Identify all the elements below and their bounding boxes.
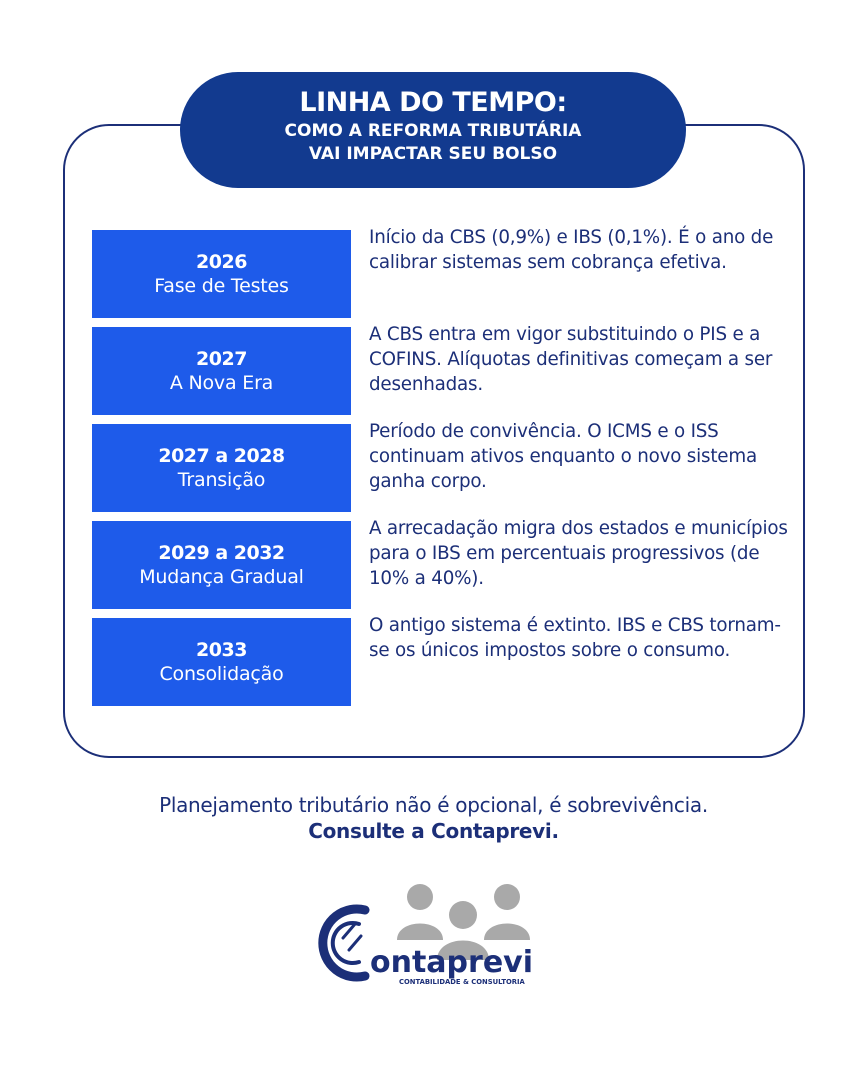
logo-wordmark: ontaprevi — [370, 945, 534, 980]
timeline-row — [92, 421, 792, 512]
timeline-period-box — [92, 327, 351, 415]
footer-tagline: Planejamento tributário não é opcional, é sobrevivência. — [159, 793, 708, 817]
timeline-phase: Consolidação — [159, 663, 284, 685]
timeline-row — [92, 518, 792, 609]
timeline-description: Início da CBS (0,9%) e IBS (0,1%). É o ano de calibrar sistemas sem cobrança efetiva. — [369, 227, 774, 273]
timeline-period-box — [92, 424, 351, 512]
timeline-row — [92, 615, 792, 706]
timeline-year: 2027 — [196, 348, 247, 370]
timeline-period-box — [92, 230, 351, 318]
timeline-row — [92, 227, 792, 318]
timeline-row — [92, 324, 792, 415]
timeline-description: Período de convivência. O ICMS e o ISS continuam ativos enquanto o novo sistema ganha corpo. — [369, 421, 757, 492]
logo-tagline: CONTABILIDADE & CONSULTORIA — [399, 978, 525, 986]
page-title: LINHA DO TEMPO: — [299, 87, 567, 118]
timeline-period-box — [92, 618, 351, 706]
timeline-phase: Mudança Gradual — [139, 566, 304, 588]
page-subtitle-line1: COMO A REFORMA TRIBUTÁRIA — [284, 121, 582, 141]
timeline-phase: Fase de Testes — [154, 275, 289, 297]
timeline-year: 2027 a 2028 — [158, 445, 285, 467]
timeline-period-box — [92, 521, 351, 609]
timeline-phase: Transição — [177, 469, 266, 491]
timeline-year: 2033 — [196, 639, 247, 661]
header-banner — [180, 72, 686, 188]
timeline-phase: A Nova Era — [169, 372, 274, 394]
footer-call-to-action: Consulte a Contaprevi. — [308, 819, 559, 843]
timeline-description: A CBS entra em vigor substituindo o PIS e a COFINS. Alíquotas definitivas começam a ser desenhadas. — [369, 324, 773, 395]
contaprevi-logo — [313, 880, 553, 990]
page-subtitle-line2: VAI IMPACTAR SEU BOLSO — [308, 144, 558, 164]
c-emblem-icon — [323, 909, 365, 977]
timeline-description: O antigo sistema é extinto. IBS e CBS tornam-se os únicos impostos sobre o consumo. — [369, 615, 781, 661]
timeline-year: 2029 a 2032 — [158, 542, 285, 564]
timeline-year: 2026 — [196, 251, 247, 273]
timeline-description: A arrecadação migra dos estados e municípios para o IBS em percentuais progressivos (de 10% a 40%). — [369, 518, 788, 589]
